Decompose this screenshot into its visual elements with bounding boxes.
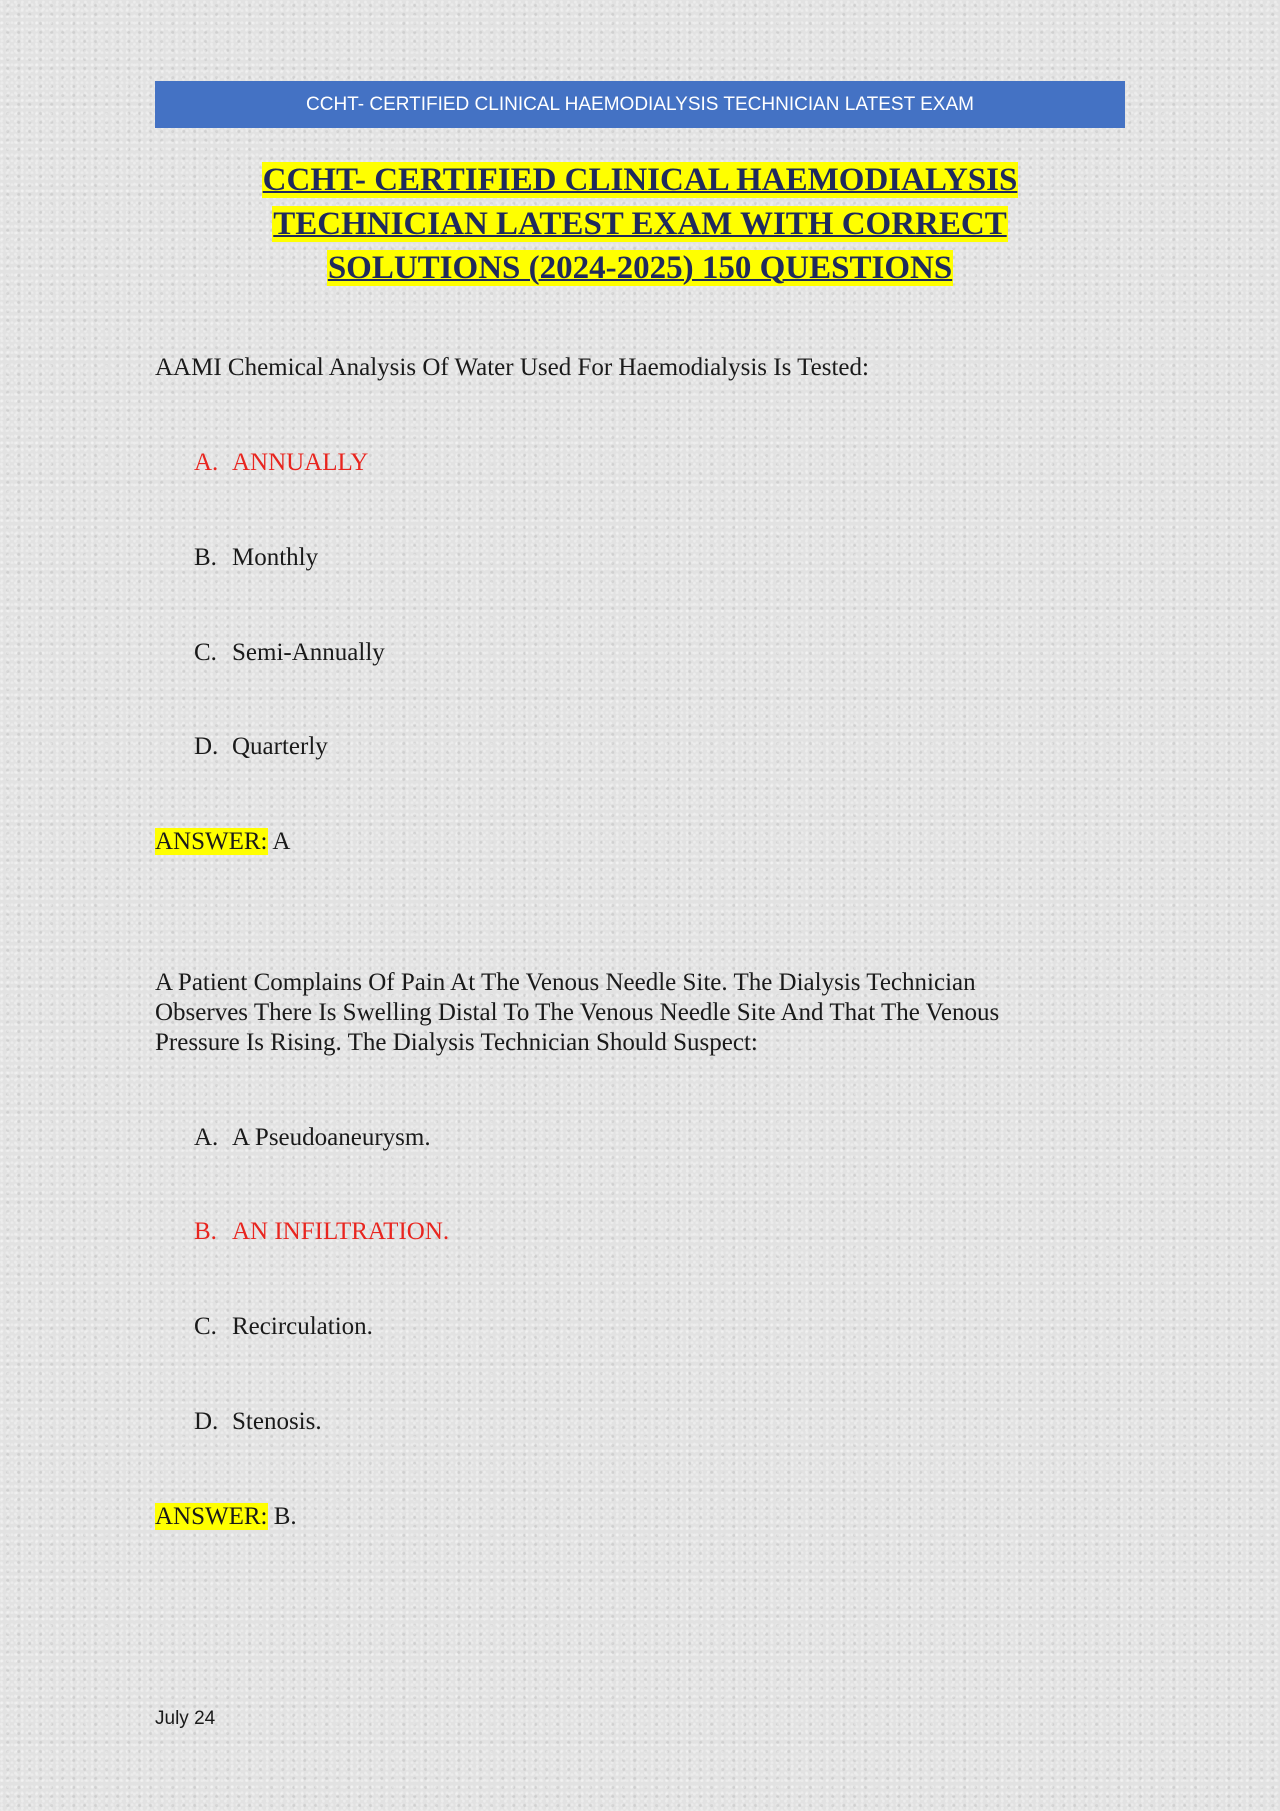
answer-value: B.	[273, 1503, 297, 1530]
option-letter: D.	[194, 1408, 219, 1435]
answer-2	[155, 1502, 297, 1532]
option-text: Recirculation.	[232, 1313, 373, 1340]
option-letter: A.	[194, 449, 219, 476]
option-letter: B.	[194, 544, 217, 571]
option-letter: D.	[194, 733, 219, 760]
question-2-line: Observes There Is Swelling Distal To The Venous Needle Site And That The Venous	[155, 999, 1000, 1026]
option-2b	[194, 1217, 449, 1247]
running-header	[155, 81, 1125, 128]
answer-label: ANSWER:	[155, 1503, 268, 1530]
question-2-line: Pressure Is Rising. The Dialysis Technician Should Suspect:	[155, 1029, 758, 1056]
question-2-line: A Patient Complains Of Pain At The Venous Needle Site. The Dialysis Technician	[155, 969, 976, 996]
option-text: Semi-Annually	[232, 639, 385, 666]
option-text: Quarterly	[232, 733, 328, 760]
option-letter: C.	[194, 1313, 217, 1340]
title-line: CCHT- CERTIFIED CLINICAL HAEMODIALYSIS	[262, 162, 1018, 198]
option-1b	[194, 543, 318, 573]
option-text: Monthly	[232, 544, 319, 571]
option-text: Stenosis.	[232, 1408, 322, 1435]
option-1a	[194, 448, 368, 478]
option-letter: C.	[194, 639, 217, 666]
document-title	[155, 158, 1125, 290]
option-text: ANNUALLY	[232, 449, 369, 476]
running-header-text: CCHT- CERTIFIED CLINICAL HAEMODIALYSIS TECHNICIAN LATEST EXAM	[306, 93, 974, 115]
option-2a	[194, 1123, 431, 1153]
question-1-text: AAMI Chemical Analysis Of Water Used For Haemodialysis Is Tested:	[155, 354, 869, 381]
option-text: AN INFILTRATION.	[232, 1218, 450, 1245]
option-letter: B.	[194, 1218, 217, 1245]
answer-value: A	[272, 828, 291, 855]
option-2d	[194, 1407, 322, 1437]
footer-date: July 24	[155, 1708, 216, 1729]
answer-1	[155, 827, 290, 857]
option-letter: A.	[194, 1124, 219, 1151]
option-2c	[194, 1312, 373, 1342]
option-1d	[194, 732, 328, 762]
answer-label: ANSWER:	[155, 828, 268, 855]
title-line: TECHNICIAN LATEST EXAM WITH CORRECT	[273, 206, 1007, 242]
title-line: SOLUTIONS (2024-2025) 150 QUESTIONS	[327, 250, 953, 286]
option-1c	[194, 638, 385, 668]
option-text: A Pseudoaneurysm.	[232, 1124, 431, 1151]
